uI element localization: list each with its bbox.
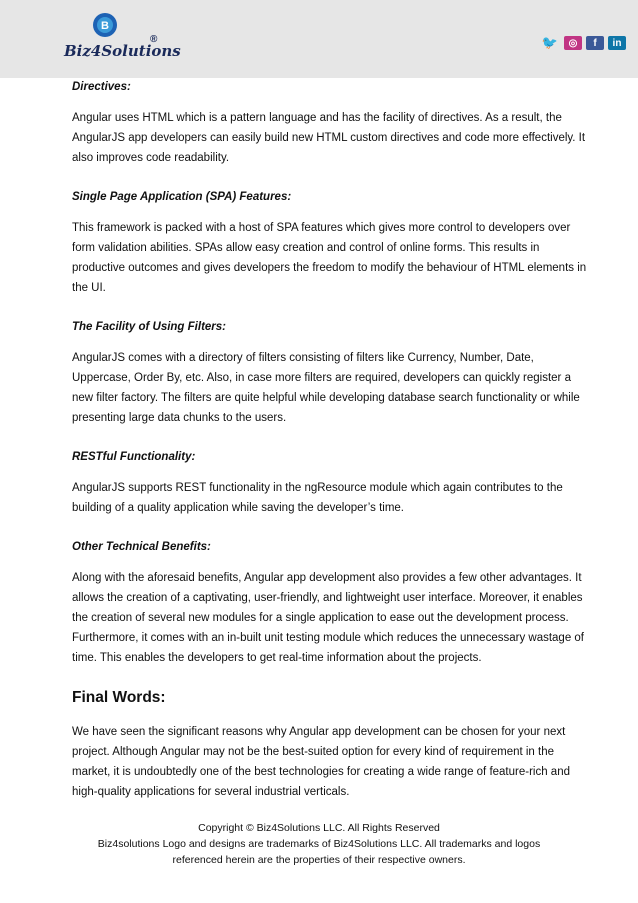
svg-text:B: B [101,20,109,32]
document-body [72,78,592,802]
final-words-heading: Final Words: [72,689,166,706]
twitter-icon[interactable]: 🐦 [541,35,559,50]
page-footer [0,820,638,868]
social-links [540,36,626,50]
other-benefits-paragraph: Along with the aforesaid benefits, Angular app development also provides a few other advantages. It allows the creation of a captivating, user-friendly, and lightweight user interface. Moreover, it enables the creation of several new modules for a single application to ease out the development process. Furthermore, it comes with an in-built unit testing module which reduces the unnecessary wastage of time. This enables the developers to get real-time information about the projects. [72,572,585,664]
facebook-icon[interactable]: f [586,36,604,50]
rest-heading: RESTful Functionality: [72,451,196,463]
directives-heading: Directives: [72,81,131,93]
trademark-line-2: referenced herein are the properties of their respective owners. [172,854,466,866]
filters-paragraph: AngularJS comes with a directory of filters consisting of filters like Currency, Number, Date, Uppercase, Order By, etc. Also, in case more filters are required, developers can quickly register a new filter factory. The filters are quite helpful while developing database search functionality or while presenting large data chunks to the users. [72,352,580,424]
directives-paragraph: Angular uses HTML which is a pattern language and has the facility of directives. As a result, the AngularJS app developers can easily build new HTML custom directives and code more effectively. It also improves code readability. [72,112,586,164]
spa-paragraph: This framework is packed with a host of SPA features which gives more control to developers over form validation abilities. SPAs allow easy creation and control of online forms. This results in productive outcomes and gives developers the freedom to modify the behaviour of HTML elements in the UI. [72,222,587,294]
final-words-paragraph: We have seen the significant reasons why Angular app development can be chosen for your next project. Although Angular may not be the best-suited option for every kind of requirement in the market, it is undoubtedly one of the best technologies for creating a wide range of feature-rich and high-quality applications for several industrial verticals. [72,726,570,798]
rest-paragraph: AngularJS supports REST functionality in the ngResource module which again contributes to the building of a quality application while saving the developer’s time. [72,482,563,514]
logo-mark-icon [92,12,118,38]
registered-mark: ® [150,34,158,45]
filters-heading: The Facility of Using Filters: [72,321,226,333]
linkedin-icon[interactable]: in [608,36,626,50]
copyright-line: Copyright © Biz4Solutions LLC. All Rights Reserved [198,822,440,834]
logo-text: Biz4Solutions [64,42,181,60]
biz4solutions-logo[interactable] [64,12,181,64]
instagram-icon[interactable]: ◎ [564,36,582,50]
trademark-line-1: Biz4solutions Logo and designs are trademarks of Biz4Solutions LLC. All trademarks and logos [97,838,541,850]
page-header [0,0,638,78]
other-benefits-heading: Other Technical Benefits: [72,541,211,553]
spa-heading: Single Page Application (SPA) Features: [72,191,292,203]
